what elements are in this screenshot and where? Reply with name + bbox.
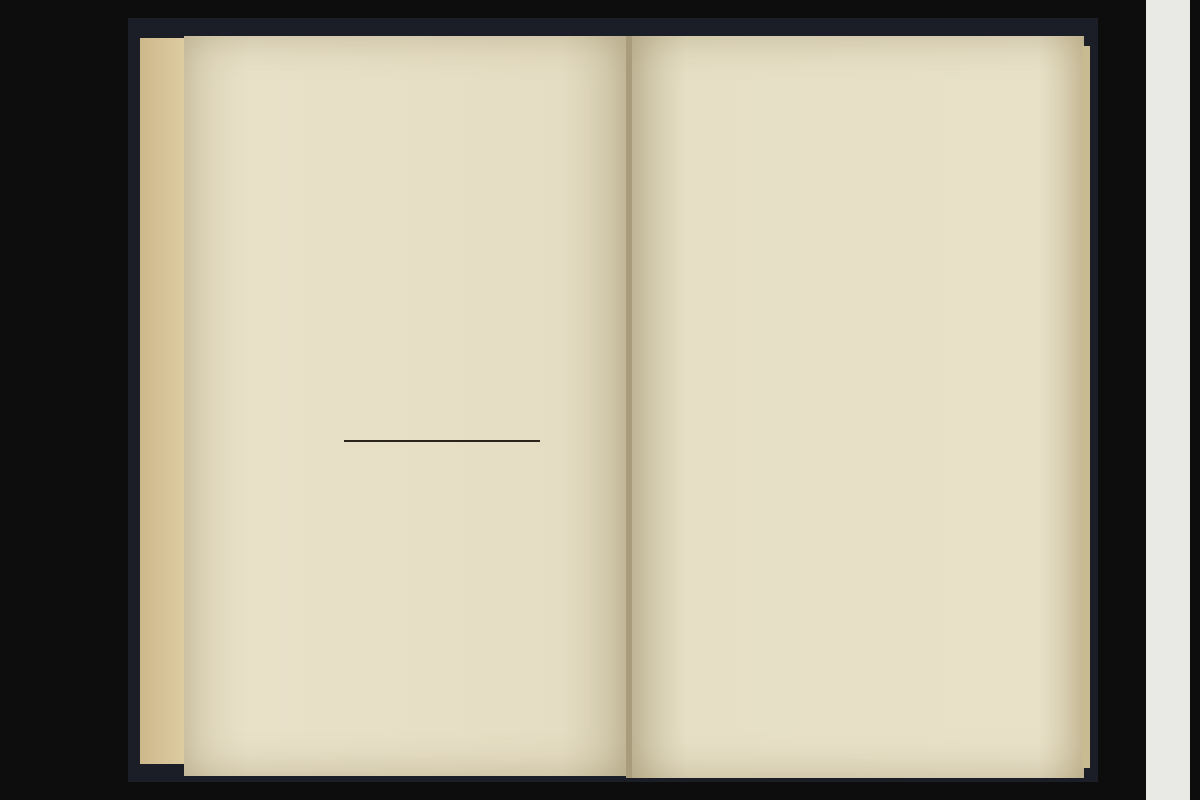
separator-rule [344,440,540,442]
page-edge [1082,46,1090,768]
left-page [184,36,628,776]
measurement-ruler [1146,0,1190,800]
right-page [632,36,1084,778]
